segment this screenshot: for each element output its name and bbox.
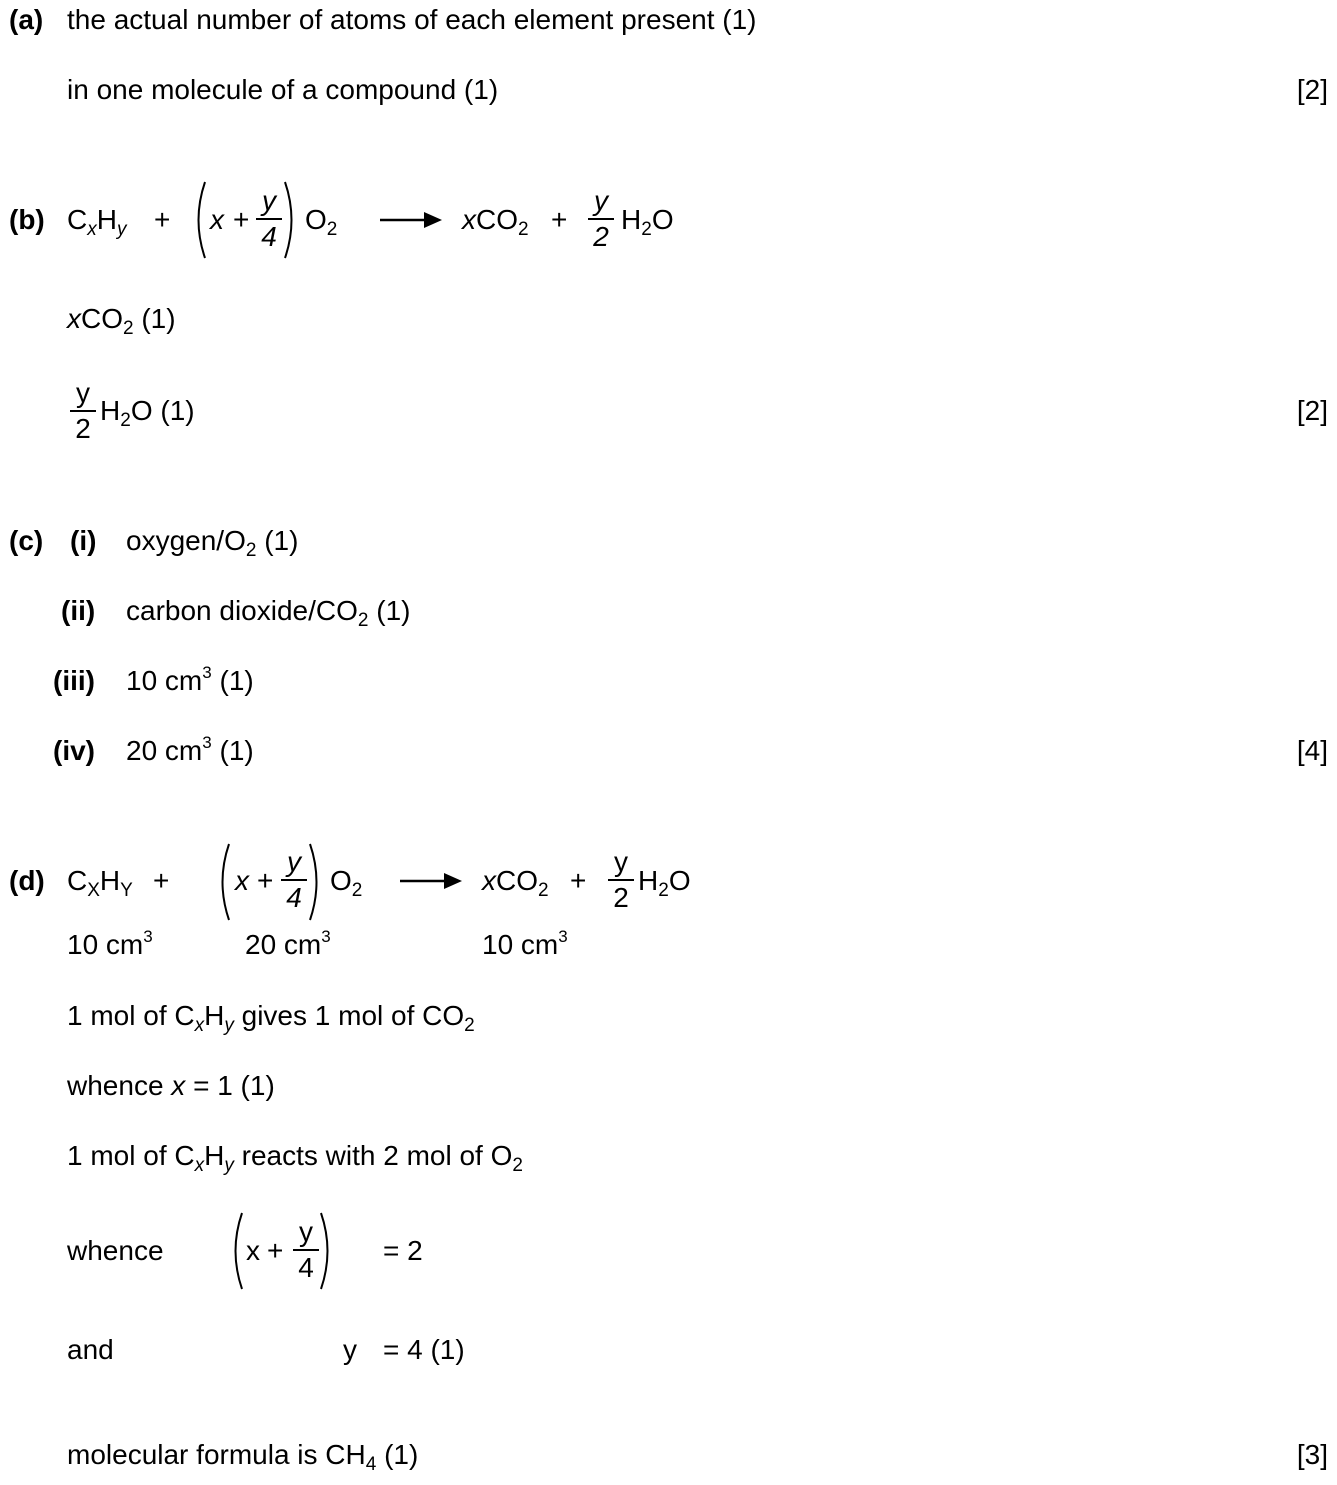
part-b-reaction-arrow xyxy=(380,210,444,230)
part-c-i-label: (i) xyxy=(70,525,97,556)
part-d-paren-x: x xyxy=(235,865,249,896)
part-d-right-paren xyxy=(307,842,325,922)
part-d-whence-fraction: y 4 xyxy=(293,1218,319,1282)
part-c-i-answer: oxygen/$O_2$ (1) xyxy=(126,525,299,561)
part-c-marks: [4] xyxy=(1296,735,1328,766)
part-d-reactant: $C_XH_Y$ xyxy=(67,865,133,901)
part-b-left-paren xyxy=(190,180,208,260)
part-b-paren-plus: + xyxy=(233,204,250,235)
part-b-oxygen: $O_2$ xyxy=(305,204,338,240)
part-d-marks: [3] xyxy=(1296,1439,1328,1470)
part-b-marks: [2] xyxy=(1296,395,1328,426)
part-b-fraction-y2: y 2 xyxy=(588,187,614,251)
part-b-line-water: $H_2O$ (1) xyxy=(100,395,195,431)
part-c-iv-answer: 20 $cm^3$ (1) xyxy=(126,733,254,766)
part-d-paren-plus: + xyxy=(257,865,274,896)
part-d-fraction-y2: y 2 xyxy=(608,848,634,912)
part-d-product-co2: xCO$_2$ xyxy=(482,865,549,901)
part-d-label: (d) xyxy=(9,865,45,896)
part-d-plus-1: + xyxy=(153,865,170,896)
part-d-and-equals: = 4 (1) xyxy=(383,1334,465,1365)
part-d-volume-hydrocarbon: 10 $cm^3$ xyxy=(67,927,153,960)
part-b-reactant: $C_xH_y$ xyxy=(67,204,127,240)
part-a-line-2: in one molecule of a compound (1) xyxy=(67,74,499,105)
part-d-final-answer: molecular formula is $CH_4$ (1) xyxy=(67,1439,419,1475)
part-d-reaction-arrow xyxy=(400,871,464,891)
part-b-right-paren xyxy=(282,180,300,260)
part-d-and-label: and xyxy=(67,1334,114,1365)
part-c-ii-answer: carbon dioxide/$CO_2$ (1) xyxy=(126,595,411,631)
part-b-line-fraction: y 2 xyxy=(70,379,96,443)
part-c-label: (c) xyxy=(9,525,44,556)
part-c-ii-label: (ii) xyxy=(61,595,96,626)
part-d-volume-oxygen: 20 $cm^3$ xyxy=(245,927,331,960)
part-c-iv-label: (iv) xyxy=(53,735,95,766)
part-c-iii-label: (iii) xyxy=(53,665,95,696)
part-d-and-y: y xyxy=(343,1334,357,1365)
part-d-fraction-y4: y 4 xyxy=(281,848,307,912)
part-d-product-water: $H_2O$ xyxy=(638,865,691,901)
part-d-line-1: 1 mol of $C_xH_y$ gives 1 mol of $CO_2$ xyxy=(67,1000,475,1036)
part-d-oxygen: $O_2$ xyxy=(330,865,363,901)
part-b-product-co2: xCO$_2$ xyxy=(462,204,529,240)
part-d-whence-plus: + xyxy=(267,1235,284,1266)
part-b-product-water: $H_2O$ xyxy=(621,204,674,240)
part-b-label: (b) xyxy=(9,204,45,235)
part-a-marks: [2] xyxy=(1296,74,1328,105)
part-d-plus-2: + xyxy=(570,865,587,896)
part-a-line-1: the actual number of atoms of each element present (1) xyxy=(67,4,757,35)
part-d-line-2: whence x = 1 (1) xyxy=(67,1070,275,1101)
part-d-whence-left-paren xyxy=(227,1211,245,1291)
part-a-label: (a) xyxy=(9,4,44,35)
part-b-paren-x: x xyxy=(210,204,224,235)
part-d-whence-right-paren xyxy=(318,1211,336,1291)
part-b-fraction-y4: y 4 xyxy=(256,187,282,251)
part-d-volume-co2: 10 $cm^3$ xyxy=(482,927,568,960)
part-b-plus-1: + xyxy=(154,204,171,235)
part-d-whence-label: whence xyxy=(67,1235,164,1266)
part-d-left-paren xyxy=(214,842,232,922)
part-d-whence-x: x xyxy=(246,1235,260,1266)
part-b-line-co2: xCO$_2$ (1) xyxy=(67,303,176,339)
part-d-line-3: 1 mol of $C_xH_y$ reacts with 2 mol of $O_2$ xyxy=(67,1140,523,1176)
part-c-iii-answer: 10 $cm^3$ (1) xyxy=(126,663,254,696)
part-d-whence-equals: = 2 xyxy=(383,1235,423,1266)
part-b-plus-2: + xyxy=(551,204,568,235)
